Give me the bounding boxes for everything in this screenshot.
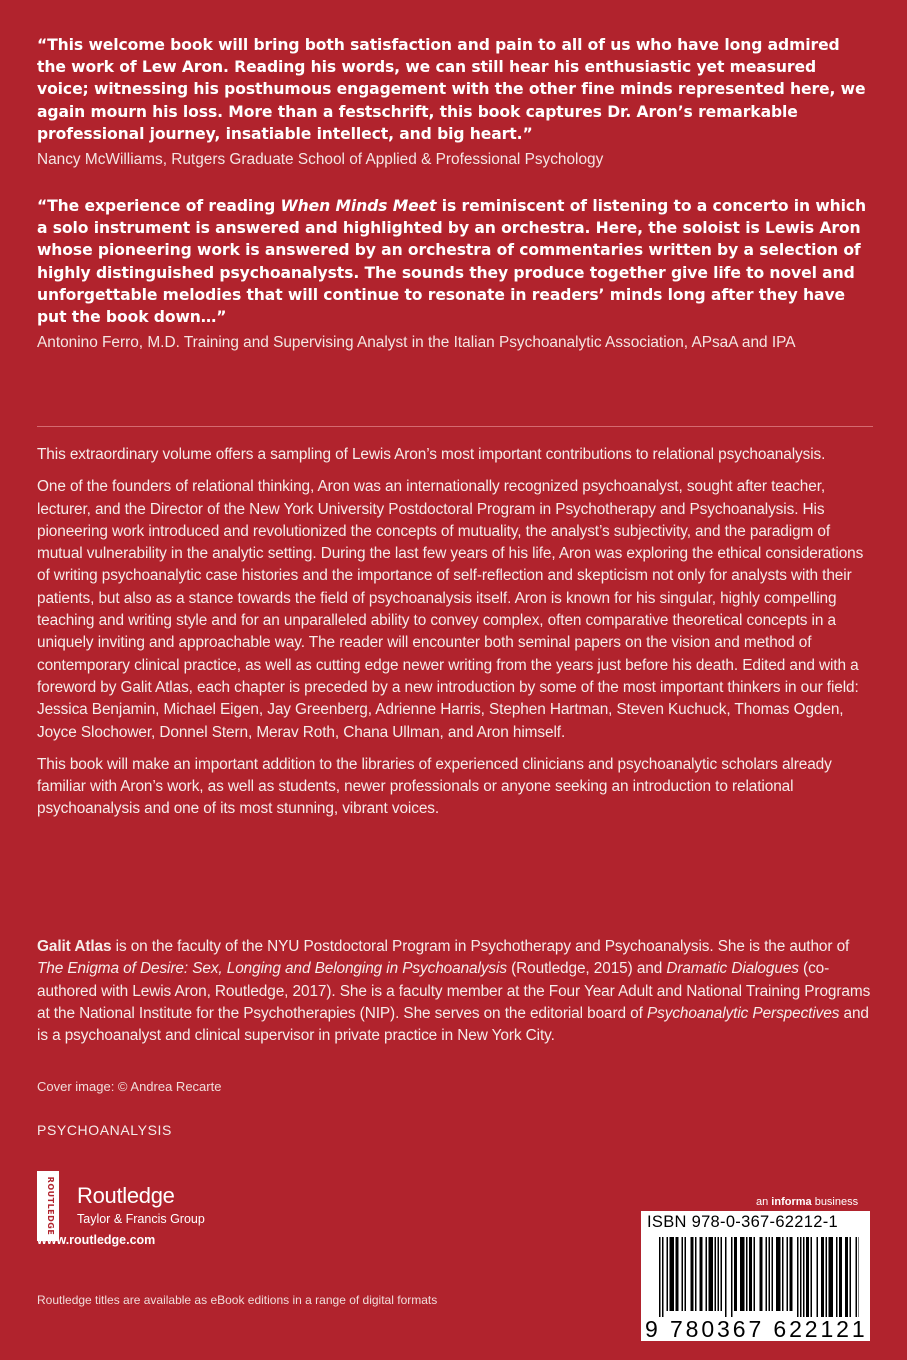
barcode-bar — [845, 1237, 848, 1317]
isbn-label: ISBN 978-0-367-62212-1 — [647, 1213, 838, 1231]
barcode-bar — [821, 1237, 824, 1317]
barcode-bar — [746, 1237, 748, 1311]
barcode-bar — [760, 1237, 763, 1311]
barcode-bar — [797, 1237, 799, 1317]
cover-credit: Cover image: © Andrea Recarte — [37, 1079, 222, 1094]
barcode-bar — [811, 1237, 813, 1317]
barcode-bar — [839, 1237, 842, 1317]
quote-2-text: “The experience of reading When Minds Meet is reminiscent of listening to a concerto in which a solo instrument is answered and highlighted by an orchestra. Here, the soloist is Lewis Aron whose pioneering work is answered by an orchestra of commentaries written by a selection of highly distinguished psychoanalysts. The sounds they produce together give life to novel and unforgettable melodies that will continue to resonate in readers’ minds long after they have put the book down…” — [37, 197, 867, 327]
barcode-bar — [749, 1237, 752, 1311]
barcode-bar — [803, 1237, 805, 1317]
barcode-bar — [766, 1237, 768, 1311]
description-paragraph-1: This extraordinary volume offers a sampling of Lewis Aron’s most important contributions to relational psychoanalysis. — [37, 446, 826, 463]
barcode-bar — [817, 1237, 819, 1317]
subject-category: PSYCHOANALYSIS — [37, 1122, 172, 1138]
barcode-bar — [721, 1237, 723, 1311]
barcode-bar — [662, 1237, 664, 1317]
barcode-bar — [769, 1237, 771, 1311]
quote-1-text: “This welcome book will bring both satisfaction and pain to all of us who have long admired the work of Lew Aron. Reading his words, we can still hear his enthusiastic yet measured voice; witnessing his posthumous engagement with the other fine minds represented here, we again mourn his loss. More than a festschrift, this book captures Dr. Aron’s remarkable professional journey, insatiable intellect, and big heart.” — [37, 36, 866, 143]
book-title: When Minds Meet — [280, 197, 437, 216]
barcode-bar — [731, 1237, 733, 1317]
barcode-bar — [709, 1237, 714, 1311]
barcode-bar — [667, 1237, 669, 1311]
barcode-bar — [740, 1237, 745, 1311]
barcode-bar — [800, 1237, 802, 1317]
description-paragraph-3: This book will make an important addition to the libraries of experienced clinicians and psychoanalytic scholars already familiar with Aron’s work, as well as students, newer professionals or anyone seeking an introduction to relational psychoanalysis and one of its most stunning, vibrant voices. — [37, 755, 832, 818]
editor-name: Galit Atlas — [37, 938, 112, 955]
routledge-mark-icon — [37, 1171, 59, 1241]
barcode-bar — [682, 1237, 684, 1311]
barcode-bar — [850, 1237, 852, 1317]
barcode-bar — [806, 1237, 809, 1317]
description-paragraph-2: One of the founders of relational thinking, Aron was an internationally recognized psychoanalyst, sought after teacher, lecturer, and the Director of the New York University Postdoctoral Program in Psychotherapy and Psychoanalysis. His pioneering work introduced and revolutionized the concepts of mutuality, the analyst’s subjectivity, and the paradigm of mutual vulnerability in the analytic setting. During the last few years of his life, Aron was exploring the ethical considerations of writing psychoanalytic case histories and the importance of self-reflection and skepticism not only for analysts with their patients, but also as a stance towards the field of psychoanalysis itself. Aron is known for his singular, highly compelling teaching and writing style and for an unparalleled ability to convey complex, often comparative theoretical concepts in a uniquely inviting and approachable way. The reader will encounter both seminal papers on the vision and method of contemporary clinical practice, as well as cutting edge newer writing from the years just before his death. Edited and with a foreword by Galit Atlas, each chapter is preceded by a new introduction by some of the most important thinkers in our field: Jessica Benjamin, Michael Eigen, Jay Greenberg, Adrienne Harris, Stephen Hartman, Steven Kuchuck, Thomas Ogden, Joyce Slochower, Donnel Stern, Merav Roth, Chana Ullman, and Aron himself. — [37, 478, 864, 741]
barcode-bar — [659, 1237, 661, 1317]
barcode-bar — [670, 1237, 675, 1311]
barcode-bar — [691, 1237, 694, 1311]
barcode-bar — [676, 1237, 679, 1311]
barcode-bar — [776, 1237, 781, 1311]
barcode-panel — [641, 1211, 870, 1341]
barcode-bar — [787, 1237, 789, 1311]
ebook-note: Routledge titles are available as eBook editions in a range of digital formats — [37, 1293, 438, 1307]
quote-2-attribution: Antonino Ferro, M.D. Training and Supervising Analyst in the Italian Psychoanalytic Association, APsaA and IPA — [37, 334, 796, 352]
barcode-bar — [718, 1237, 720, 1311]
barcode-bar — [782, 1237, 784, 1311]
barcode-bar — [754, 1237, 756, 1311]
barcode-bar — [695, 1237, 697, 1311]
routledge-mark-text: ROUTLEDGE — [46, 1176, 55, 1236]
barcode-bar — [829, 1237, 834, 1317]
barcode-bar — [826, 1237, 828, 1317]
publisher-website[interactable]: www.routledge.com — [37, 1233, 156, 1247]
barcode-bar — [715, 1237, 717, 1311]
publisher-group: Taylor & Francis Group — [77, 1212, 205, 1226]
barcode-icon — [659, 1237, 859, 1317]
barcode-digits: 9 780367 622121 — [645, 1316, 868, 1342]
barcode-bar — [734, 1237, 737, 1311]
informa-business: an informa business — [756, 1196, 859, 1208]
barcode-bar — [725, 1237, 727, 1317]
routledge-logo — [37, 1171, 257, 1241]
barcode-bar — [700, 1237, 703, 1311]
publisher-name: Routledge — [77, 1183, 175, 1208]
barcode-bar — [790, 1237, 793, 1311]
barcode-bar — [772, 1237, 774, 1311]
barcode-bar — [859, 1237, 860, 1317]
quote-1-attribution: Nancy McWilliams, Rutgers Graduate School of Applied & Professional Psychology — [37, 151, 604, 169]
barcode-bar — [685, 1237, 687, 1311]
barcode-bar — [706, 1237, 708, 1311]
editor-bio: Galit Atlas is on the faculty of the NYU Postdoctoral Program in Psychotherapy and Psychoanalysis. She is the author of The Enigma of Desire: Sex, Longing and Belonging in Psychoanalysis (Routledge, 2015) and Dramatic Dialogues (co-authored with Lewis Aron, Routledge, 2017). She is a faculty member at the Four Year Adult and National Training Programs at the National Institute for the Psychotherapies (NIP). She serves on the editorial board of Psychoanalytic Perspectives and is a psychoanalyst and clinical supervisor in private practice in New York City. — [37, 938, 871, 1045]
barcode-bar — [856, 1237, 858, 1317]
barcode-bar — [836, 1237, 838, 1317]
